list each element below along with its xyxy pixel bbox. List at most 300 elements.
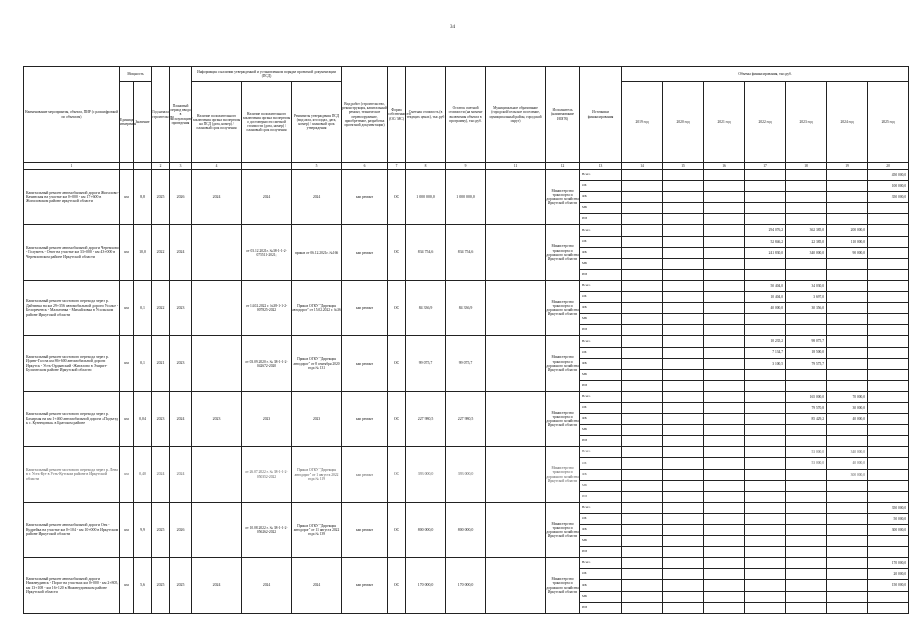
executor-cell: Министерство транспорта и дорожного хозяйства Иркутской области — [546, 447, 580, 502]
fin-source-label: ИИ — [580, 602, 622, 613]
work-type-cell: кап ремонт — [342, 280, 388, 335]
funding-value — [704, 280, 745, 291]
column-index: 14 — [622, 163, 663, 170]
funding-value: 20 000,0 — [868, 569, 909, 580]
funding-value — [663, 491, 704, 502]
funding-value — [786, 314, 827, 325]
funding-value — [786, 425, 827, 436]
funding-value — [868, 225, 909, 236]
end-year-cell: 2024 — [170, 391, 192, 446]
funding-value — [827, 181, 868, 192]
funding-value — [704, 436, 745, 447]
funding-value — [786, 369, 827, 380]
funding-value: 50 404,0 — [745, 280, 786, 291]
funding-value — [868, 369, 909, 380]
funding-value — [622, 536, 663, 547]
funding-value — [663, 192, 704, 203]
end-year-cell: 2023 — [170, 280, 192, 335]
approval-cell: Приказ ОГКУ "Дирекция автодорог" от 1 августа 2022 года № 119 — [292, 447, 342, 502]
funding-value — [704, 336, 745, 347]
fin-source-label: ОБ — [580, 347, 622, 358]
funding-value — [745, 602, 786, 613]
funding-value — [868, 314, 909, 325]
funding-value — [622, 280, 663, 291]
funding-value — [622, 347, 663, 358]
funding-value — [663, 336, 704, 347]
value-cell: 0,1 — [134, 280, 152, 335]
start-year-cell: 2025 — [152, 170, 170, 225]
column-index: 7 — [388, 163, 406, 170]
fin-source-label: ИИ — [580, 436, 622, 447]
exam-positive-cell — [192, 280, 242, 335]
funding-value: 50 000,0 — [868, 513, 909, 524]
funding-value — [786, 380, 827, 391]
column-index: 5 — [292, 163, 342, 170]
approval-cell: 2024 — [292, 170, 342, 225]
funding-value — [663, 358, 704, 369]
funding-value: 79 575,7 — [786, 358, 827, 369]
funding-value — [663, 525, 704, 536]
start-year-cell: 2021 — [152, 336, 170, 391]
hdr-year: 2020 год — [663, 82, 704, 163]
funding-value: 241 830,0 — [745, 247, 786, 258]
table-row — [24, 225, 909, 236]
exam-cost-cell: от 03.09.2020 г. № 38-1-1-2-042672-2020 — [242, 336, 292, 391]
funding-value — [786, 469, 827, 480]
funding-value — [663, 602, 704, 613]
funding-value — [622, 247, 663, 258]
funding-value — [786, 192, 827, 203]
funding-value — [622, 602, 663, 613]
funding-value — [745, 525, 786, 536]
funding-value — [868, 469, 909, 480]
funding-value — [868, 447, 909, 458]
funding-value — [745, 580, 786, 591]
hdr-name: Наименование мероприятия, объекта, ПИР (с расшифровкой по объектам) — [24, 67, 120, 163]
funding-value: 294 076,2 — [745, 225, 786, 236]
funding-value — [786, 436, 827, 447]
ownership-cell: ОС — [388, 391, 406, 446]
ownership-cell: ОС — [388, 225, 406, 280]
executor-cell: Министерство транспорта и дорожного хозяйства Иркутской области — [546, 170, 580, 225]
unit-cell: км — [120, 336, 134, 391]
funding-value — [704, 314, 745, 325]
funding-value: 70 000,0 — [827, 391, 868, 402]
funding-value — [622, 225, 663, 236]
municipality-cell — [486, 170, 546, 225]
funding-value — [745, 269, 786, 280]
funding-value — [622, 358, 663, 369]
municipality-cell — [486, 558, 546, 613]
column-index: 19 — [827, 163, 868, 170]
value-cell: 0,40 — [134, 447, 152, 502]
funding-value — [868, 602, 909, 613]
funding-value — [827, 380, 868, 391]
est-cost-cell: 227 980,5 — [406, 391, 446, 446]
funding-value — [827, 314, 868, 325]
remaining-cell: 1 000 000,0 — [446, 170, 486, 225]
funding-value — [786, 480, 827, 491]
hdr-remaining: Остаток сметной стоимости (на момент включения объекта в программу), тыс.руб. — [446, 67, 486, 163]
fin-source-label: ОБ — [580, 569, 622, 580]
funding-value: 30 356,0 — [786, 303, 827, 314]
column-index: 6 — [342, 163, 388, 170]
unit-cell: км — [120, 225, 134, 280]
funding-value — [827, 536, 868, 547]
funding-value: 450 000,0 — [868, 170, 909, 181]
hdr-ownership: Форма собственности (ОС/ МС) — [388, 67, 406, 163]
funding-value — [663, 447, 704, 458]
approval-cell: Приказ ОГКУ "Дирекция автодорог" от 15.02.2022 г. №36 — [292, 280, 342, 335]
municipality-cell — [486, 336, 546, 391]
funding-value — [622, 436, 663, 447]
object-name: Капитальный ремонт мостового перехода через р. Лена в г. Усть-Кут в Усть-Кутском районе в Иркутской области — [24, 447, 120, 502]
funding-value — [704, 225, 745, 236]
exam-positive-cell: 2024 — [192, 558, 242, 613]
funding-value: 18 500,0 — [786, 347, 827, 358]
hdr-fin-source: Источники финансирования — [580, 67, 622, 163]
work-type-cell: кап ремонт — [342, 447, 388, 502]
funding-value — [663, 347, 704, 358]
funding-value — [868, 458, 909, 469]
funding-value — [663, 292, 704, 303]
funding-value — [663, 513, 704, 524]
funding-value — [704, 558, 745, 569]
funding-value — [745, 258, 786, 269]
fin-source-label: ИИ — [580, 491, 622, 502]
funding-value — [663, 181, 704, 192]
hdr-exam-positive: Наличие положительного заключения органа экспертизы на ПСД (дата, номер) / плановый срок получения — [192, 82, 242, 163]
est-cost-cell: 99 075,7 — [406, 336, 446, 391]
fin-source-label: ФБ — [580, 580, 622, 591]
funding-value — [827, 513, 868, 524]
funding-value — [827, 325, 868, 336]
municipality-cell — [486, 447, 546, 502]
funding-value — [622, 314, 663, 325]
funding-value — [745, 369, 786, 380]
remaining-cell: 84 336,9 — [446, 280, 486, 335]
funding-value — [704, 325, 745, 336]
column-index: 20 — [868, 163, 909, 170]
funding-value: 100 000,0 — [868, 181, 909, 192]
hdr-unit: Единица измерения — [120, 82, 134, 163]
funding-value — [663, 247, 704, 258]
funding-value — [663, 391, 704, 402]
funding-value: 98 075,7 — [786, 336, 827, 347]
column-index: 17 — [745, 163, 786, 170]
funding-value — [704, 513, 745, 524]
funding-value — [745, 214, 786, 225]
value-cell: 0,1 — [134, 336, 152, 391]
funding-value — [868, 436, 909, 447]
funding-value — [745, 325, 786, 336]
fin-source-label: ФБ — [580, 303, 622, 314]
start-year-cell: 2025 — [152, 558, 170, 613]
funding-value: 22 385,0 — [786, 236, 827, 247]
funding-value — [827, 569, 868, 580]
funding-value — [786, 181, 827, 192]
funding-value — [827, 525, 868, 536]
funding-value — [663, 203, 704, 214]
municipality-cell — [486, 502, 546, 557]
funding-value — [745, 170, 786, 181]
funding-value — [622, 502, 663, 513]
table-row — [24, 447, 909, 458]
fin-source-label: Всего — [580, 280, 622, 291]
funding-value — [622, 569, 663, 580]
funding-value — [704, 547, 745, 558]
column-index: 15 — [663, 163, 704, 170]
fin-source-label: ИИ — [580, 325, 622, 336]
funding-value — [704, 414, 745, 425]
est-cost-cell: 1 000 000,0 — [406, 170, 446, 225]
funding-value — [827, 192, 868, 203]
object-name: Капитальный ремонт мостового перехода через р. Бахирхая на км 1+460 автомобильной дороги «Подъезд к с. Кузнецовка» в Братском районе — [24, 391, 120, 446]
column-index: 8 — [406, 163, 446, 170]
funding-value — [827, 336, 868, 347]
funding-value — [868, 380, 909, 391]
funding-value — [786, 203, 827, 214]
ownership-cell: ОС — [388, 502, 406, 557]
funding-value: 34 030,0 — [786, 280, 827, 291]
exam-cost-cell: 2024 — [242, 170, 292, 225]
fin-source-label: ОБ — [580, 292, 622, 303]
exam-cost-cell: 2024 — [242, 558, 292, 613]
object-name: Капитальный ремонт автомобильной дороги Жигалово-Качинская на участке км 0+000 - км 17+600 в Жигаловском районе иркутской области — [24, 170, 120, 225]
funding-value — [622, 192, 663, 203]
funding-value — [827, 292, 868, 303]
remaining-cell: 227 980,5 — [446, 391, 486, 446]
column-index: 9 — [446, 163, 486, 170]
column-index — [242, 163, 292, 170]
funding-value — [868, 336, 909, 347]
funding-table — [23, 66, 909, 614]
hdr-commission-year: Плановый период ввода в эксплуатацию/проведения — [170, 67, 192, 163]
funding-value — [745, 402, 786, 413]
funding-value — [663, 502, 704, 513]
exam-positive-cell — [192, 447, 242, 502]
end-year-cell: 2025 — [170, 558, 192, 613]
column-index: 16 — [704, 163, 745, 170]
funding-value — [622, 525, 663, 536]
work-type-cell: кап ремонт — [342, 336, 388, 391]
fin-source-label: ОБ — [580, 513, 622, 524]
funding-value — [745, 414, 786, 425]
funding-value — [663, 236, 704, 247]
funding-value — [704, 258, 745, 269]
funding-value — [622, 414, 663, 425]
funding-value: 53 000,0 — [786, 458, 827, 469]
hdr-funding-volume: Объемы финансирования, тыс.руб. — [622, 67, 909, 82]
funding-value — [868, 358, 909, 369]
funding-value: 85 429,2 — [786, 414, 827, 425]
funding-value: 340 000,0 — [786, 247, 827, 258]
funding-value — [827, 347, 868, 358]
end-year-cell: 2026 — [170, 170, 192, 225]
funding-value: 79 570,8 — [786, 402, 827, 413]
funding-value — [827, 425, 868, 436]
funding-value: 10 235,2 — [745, 336, 786, 347]
approval-cell: Приказ ОГКУ "Дирекция автодорог" от 11 августа 2022 года № 139 — [292, 502, 342, 557]
fin-source-label: МБ — [580, 258, 622, 269]
exam-cost-cell: от 26.07.2022 г. № 38-1-1-2-050352-2022 — [242, 447, 292, 502]
funding-value — [622, 214, 663, 225]
fin-source-label: ОБ — [580, 458, 622, 469]
fin-source-label: ОБ — [580, 181, 622, 192]
funding-value — [827, 170, 868, 181]
fin-source-label: ФБ — [580, 247, 622, 258]
fin-source-label: МБ — [580, 536, 622, 547]
funding-value — [786, 325, 827, 336]
exam-cost-cell: 2023 — [242, 391, 292, 446]
funding-value — [786, 547, 827, 558]
funding-value — [663, 369, 704, 380]
exam-positive-cell — [192, 502, 242, 557]
funding-value — [868, 303, 909, 314]
funding-value: 10 404,0 — [745, 292, 786, 303]
funding-value — [663, 458, 704, 469]
fin-source-label: Всего — [580, 558, 622, 569]
hdr-year: 2025 год — [868, 82, 909, 163]
table-row — [24, 558, 909, 569]
funding-value — [745, 436, 786, 447]
funding-value — [745, 203, 786, 214]
remaining-cell: 99 075,7 — [446, 336, 486, 391]
funding-value: 110 000,0 — [827, 236, 868, 247]
funding-value — [745, 181, 786, 192]
funding-value — [704, 247, 745, 258]
funding-value: 300 000,0 — [868, 525, 909, 536]
funding-value: 150 000,0 — [868, 580, 909, 591]
funding-value: 40 000,0 — [827, 458, 868, 469]
municipality-cell — [486, 391, 546, 446]
funding-value — [622, 558, 663, 569]
funding-value — [827, 502, 868, 513]
unit-cell: км — [120, 558, 134, 613]
funding-value — [868, 236, 909, 247]
fin-source-label: ИИ — [580, 214, 622, 225]
value-cell: 0,04 — [134, 391, 152, 446]
exam-cost-cell: от 14.02.2022 г. №38-1-1-2-007825-2022 — [242, 280, 292, 335]
funding-value — [745, 447, 786, 458]
hdr-capacity: Мощность — [120, 67, 152, 82]
funding-value — [704, 192, 745, 203]
hdr-work-type: Вид работ (строительство, реконструкция, капитальный ремонт, техническое перевооружение, приобретение, разработка проектной документации) — [342, 67, 388, 163]
funding-value — [745, 425, 786, 436]
funding-value — [663, 225, 704, 236]
funding-value — [868, 258, 909, 269]
funding-value — [786, 269, 827, 280]
object-name: Капитальный ремонт автомобильной дороги Оек - Кудрейка на участке км 0+104 - км 10+000 в Иркутском районе Иркутской области — [24, 502, 120, 557]
funding-value — [622, 292, 663, 303]
funding-value — [745, 380, 786, 391]
funding-value — [704, 447, 745, 458]
funding-value — [622, 336, 663, 347]
funding-value — [827, 591, 868, 602]
hdr-year: 2022 год — [745, 82, 786, 163]
hdr-value: Значение — [134, 82, 152, 163]
fin-source-label: ФБ — [580, 192, 622, 203]
funding-value — [622, 203, 663, 214]
hdr-est-cost: Сметная стоимость (в текущих ценах), тыс.руб — [406, 67, 446, 163]
funding-value: 350 000,0 — [868, 502, 909, 513]
funding-value — [622, 447, 663, 458]
remaining-cell: 170 000,0 — [446, 558, 486, 613]
funding-value — [868, 203, 909, 214]
funding-value — [786, 214, 827, 225]
funding-value — [663, 580, 704, 591]
funding-value — [663, 469, 704, 480]
funding-value — [868, 547, 909, 558]
column-index — [120, 163, 134, 170]
est-cost-cell: 800 000,0 — [406, 502, 446, 557]
funding-value — [663, 214, 704, 225]
funding-value — [663, 269, 704, 280]
funding-value — [663, 425, 704, 436]
exam-positive-cell — [192, 225, 242, 280]
column-index: 13 — [580, 163, 622, 170]
unit-cell: км — [120, 502, 134, 557]
funding-value — [786, 602, 827, 613]
column-index: 11 — [486, 163, 546, 170]
column-index: 18 — [786, 163, 827, 170]
funding-value — [704, 181, 745, 192]
funding-value — [704, 491, 745, 502]
funding-value — [704, 391, 745, 402]
exam-positive-cell — [192, 336, 242, 391]
ownership-cell: ОС — [388, 336, 406, 391]
funding-value — [704, 236, 745, 247]
value-cell: 8,8 — [134, 170, 152, 225]
value-cell: 5,6 — [134, 558, 152, 613]
funding-value — [745, 469, 786, 480]
funding-value — [704, 580, 745, 591]
fin-source-label: МБ — [580, 425, 622, 436]
funding-value — [745, 458, 786, 469]
funding-value — [622, 236, 663, 247]
unit-cell: км — [120, 280, 134, 335]
work-type-cell: кап ремонт — [342, 225, 388, 280]
funding-value — [827, 203, 868, 214]
funding-value — [663, 436, 704, 447]
ownership-cell: ОС — [388, 558, 406, 613]
funding-value — [868, 292, 909, 303]
funding-value — [622, 425, 663, 436]
funding-value — [704, 525, 745, 536]
fin-source-label: ФБ — [580, 414, 622, 425]
start-year-cell: 2024 — [152, 447, 170, 502]
remaining-cell: 800 000,0 — [446, 502, 486, 557]
fin-source-label: Всего — [580, 502, 622, 513]
funding-value — [745, 547, 786, 558]
unit-cell: км — [120, 391, 134, 446]
funding-value: 40 000,0 — [827, 414, 868, 425]
fin-source-label: МБ — [580, 203, 622, 214]
funding-value — [868, 347, 909, 358]
fin-source-label: ОБ — [580, 236, 622, 247]
funding-value — [745, 591, 786, 602]
funding-value — [663, 303, 704, 314]
end-year-cell: 2023 — [170, 336, 192, 391]
funding-value — [663, 380, 704, 391]
funding-value — [827, 491, 868, 502]
object-name: Капитальный ремонт мостового перехода через р. Идинг-Гол на км 86+600 автомобильной дороги Иркутск - Усть-Ордынский -Жигалово в Эхирит-Булагатском районе Иркутской области — [24, 336, 120, 391]
funding-value — [622, 513, 663, 524]
funding-value — [745, 569, 786, 580]
work-type-cell: кап ремонт — [342, 558, 388, 613]
table-row — [24, 391, 909, 402]
funding-value — [827, 258, 868, 269]
